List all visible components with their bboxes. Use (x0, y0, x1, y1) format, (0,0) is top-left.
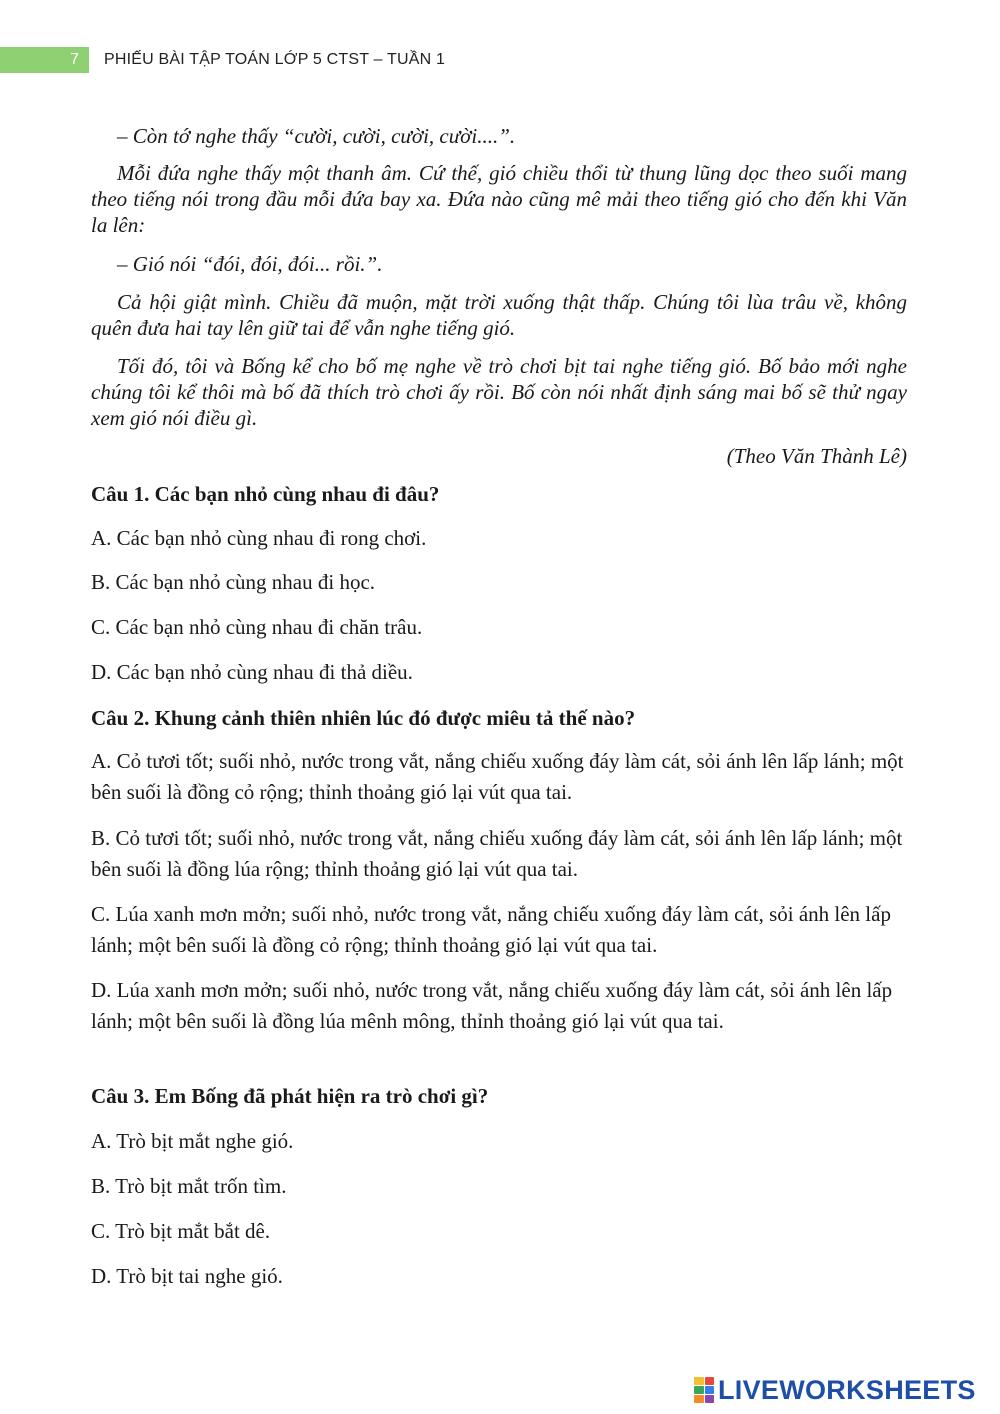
question-3-title: Câu 3. Em Bống đã phát hiện ra trò chơi gì? (91, 1084, 489, 1108)
question-1-title: Câu 1. Các bạn nhỏ cùng nhau đi đâu? (91, 482, 440, 506)
question-1-option-c[interactable]: C. Các bạn nhỏ cùng nhau đi chăn trâu. (91, 615, 423, 639)
liveworksheets-logo-icon (694, 1377, 714, 1403)
question-2-option-a[interactable]: A. Cỏ tươi tốt; suối nhỏ, nước trong vắt, nắng chiếu xuống đáy làm cát, sỏi ánh lên lấp lánh; một bên suối là đồng cỏ rộng; thỉnh thoảng gió lại vút qua tai. (91, 749, 904, 804)
page-number: 7 (0, 47, 89, 73)
question-3-option-a[interactable]: A. Trò bịt mắt nghe gió. (91, 1129, 294, 1153)
story-paragraph-3: – Gió nói “đói, đói, đói... rồi.”. (117, 252, 383, 276)
question-2-option-c[interactable]: C. Lúa xanh mơn mởn; suối nhỏ, nước trong vắt, nắng chiếu xuống đáy làm cát, sỏi ánh lên lấp lánh; một bên suối là đồng cỏ rộng; thỉnh thoảng gió lại vút qua tai. (91, 902, 891, 957)
worksheet-title: PHIẾU BÀI TẬP TOÁN LỚP 5 CTST – TUẦN 1 (104, 51, 446, 68)
page-header (0, 47, 1000, 73)
story-paragraph-2: Mỗi đứa nghe thấy một thanh âm. Cứ thế, gió chiều thổi từ thung lũng dọc theo suối mang theo tiếng nói trong đầu mỗi đứa bay xa. Đứa nào cũng mê mải theo tiếng gió cho đến khi Văn la lên: (91, 161, 907, 237)
story-paragraph-5: Tối đó, tôi và Bống kể cho bố mẹ nghe về trò chơi bịt tai nghe tiếng gió. Bố bảo mới nghe chúng tôi kể thôi mà bố đã thích trò chơi ấy rồi. Bố còn nói nhất định sáng mai bố sẽ thử ngay xem gió nói điều gì. (91, 354, 907, 430)
question-3-option-b[interactable]: B. Trò bịt mắt trốn tìm. (91, 1174, 287, 1198)
liveworksheets-logo (694, 1374, 976, 1406)
question-1-option-a[interactable]: A. Các bạn nhỏ cùng nhau đi rong chơi. (91, 526, 427, 550)
question-2-option-b[interactable]: B. Cỏ tươi tốt; suối nhỏ, nước trong vắt, nắng chiếu xuống đáy làm cát, sỏi ánh lên lấp lánh; một bên suối là đồng lúa rộng; thỉnh thoảng gió lại vút qua tai. (91, 826, 903, 881)
question-1-option-b[interactable]: B. Các bạn nhỏ cùng nhau đi học. (91, 570, 376, 594)
question-1-option-d[interactable]: D. Các bạn nhỏ cùng nhau đi thả diều. (91, 660, 413, 684)
story-paragraph-4: Cả hội giật mình. Chiều đã muộn, mặt trời xuống thật thấp. Chúng tôi lùa trâu về, không quên đưa hai tay lên giữ tai để vẫn nghe tiếng gió. (91, 290, 907, 340)
liveworksheets-brand: LIVEWORKSHEETS (718, 1374, 976, 1405)
question-3-option-c[interactable]: C. Trò bịt mắt bắt dê. (91, 1219, 271, 1243)
question-2-option-d[interactable]: D. Lúa xanh mơn mởn; suối nhỏ, nước trong vắt, nắng chiếu xuống đáy làm cát, sỏi ánh lên lấp lánh; một bên suối là đồng lúa mênh mông, thỉnh thoảng gió lại vút qua tai. (91, 978, 893, 1033)
story-source: (Theo Văn Thành Lê) (726, 444, 907, 468)
question-2-title: Câu 2. Khung cảnh thiên nhiên lúc đó được miêu tả thế nào? (91, 706, 636, 730)
question-3-option-d[interactable]: D. Trò bịt tai nghe gió. (91, 1264, 283, 1288)
story-paragraph-1: – Còn tớ nghe thấy “cười, cười, cười, cười....”. (117, 124, 516, 148)
